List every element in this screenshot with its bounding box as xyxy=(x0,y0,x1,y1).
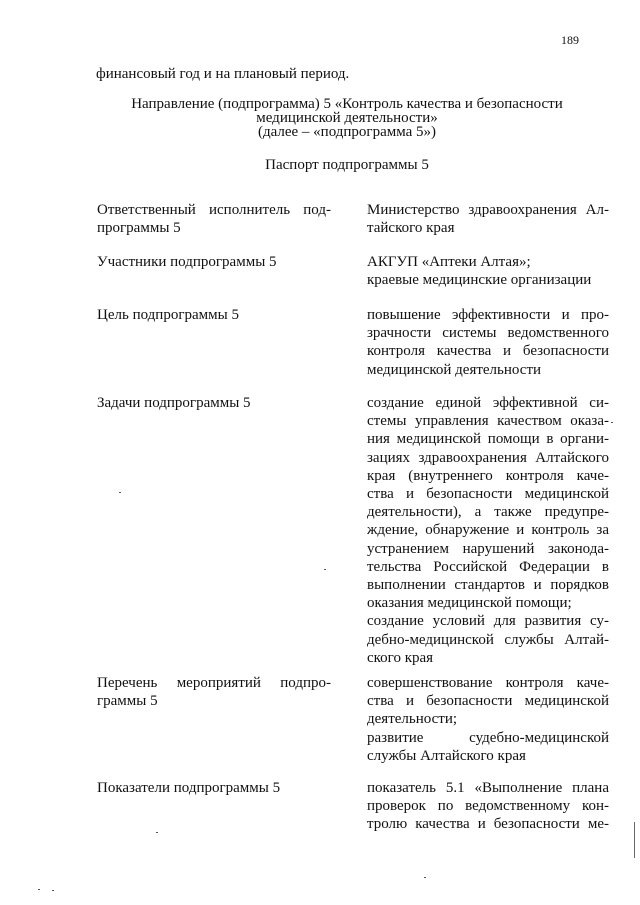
label-line: граммы 5 xyxy=(97,693,158,710)
value-line: Министерство здравоохранения Ал- xyxy=(367,202,609,218)
value-line: создание условий для развития су- xyxy=(367,613,609,630)
value-line: создание единой эффективной си- xyxy=(367,395,609,411)
value-line: ства и безопасности медицинской xyxy=(367,693,609,710)
value-line: ния медицинской помощи в органи- xyxy=(367,431,609,448)
scan-speck xyxy=(38,889,40,890)
row-value xyxy=(367,306,609,379)
value-line: оказания медицинской помощи; xyxy=(367,595,572,612)
scan-edge-mark xyxy=(634,822,635,858)
value-line: ского края xyxy=(367,649,434,666)
value-line: деятельности; xyxy=(367,711,458,728)
heading-line-1: Направление (подпрограмма) 5 «Контроль качества и безопасности xyxy=(131,96,563,112)
value-line: дебно-медицинской службы Алтай- xyxy=(367,631,609,648)
heading-line-3: (далее – «подпрограмма 5») xyxy=(257,124,437,140)
value-line: совершенствование контроля каче- xyxy=(367,675,609,691)
value-line: края (внутреннего контроля каче- xyxy=(367,467,609,484)
row-value xyxy=(367,253,609,289)
value-line: ждение, обнаружение и контроль за xyxy=(367,522,609,539)
label-line: Перечень мероприятий подпро- xyxy=(97,675,331,691)
value-line: проверок по ведомственному кон- xyxy=(367,798,609,815)
row-label xyxy=(97,306,331,324)
label-line: программы 5 xyxy=(97,220,181,237)
value-line: тельства Российской Федерации в xyxy=(367,558,609,575)
value-line: стемы управления качеством оказа- xyxy=(367,413,609,430)
row-value xyxy=(367,394,609,667)
scan-speck xyxy=(156,832,158,833)
value-line: тролю качества и безопасности ме- xyxy=(367,816,609,833)
label-line: Задачи подпрограммы 5 xyxy=(97,395,251,411)
row-label xyxy=(97,674,331,710)
row-value xyxy=(367,779,609,834)
page-number: 189 xyxy=(561,33,579,47)
value-line: показатель 5.1 «Выполнение плана xyxy=(367,780,609,796)
row-value xyxy=(367,201,609,237)
scan-speck xyxy=(119,492,121,493)
subprogram-heading xyxy=(60,97,634,139)
value-line: зрачности системы ведомственного xyxy=(367,325,609,342)
row-label xyxy=(97,201,331,237)
value-line: краевые медицинские организации xyxy=(367,272,592,289)
row-label xyxy=(97,253,331,271)
value-line: АКГУП «Аптеки Алтая»; xyxy=(367,254,531,270)
passport-title: Паспорт подпрограммы 5 xyxy=(265,157,429,173)
value-line: службы Алтайского края xyxy=(367,747,526,764)
value-line: развитие судебно-медицинской xyxy=(367,729,609,746)
value-line: медицинской деятельности xyxy=(367,361,542,378)
value-line: деятельности), а также предупре- xyxy=(367,504,609,521)
value-line: зациях здравоохранения Алтайского xyxy=(367,449,609,466)
scan-speck xyxy=(52,890,54,891)
scan-speck xyxy=(324,569,326,570)
scan-speck xyxy=(424,877,426,878)
label-line: Цель подпрограммы 5 xyxy=(97,307,239,323)
value-line: ства и безопасности медицинской xyxy=(367,486,609,503)
value-line: повышение эффективности и про- xyxy=(367,307,609,323)
label-line: Участники подпрограммы 5 xyxy=(97,254,277,270)
heading-line-2: медицинской деятельности» xyxy=(256,110,438,126)
row-value xyxy=(367,674,609,765)
scan-speck xyxy=(611,422,613,423)
row-label xyxy=(97,394,331,412)
row-label xyxy=(97,779,331,797)
label-line: Ответственный исполнитель под- xyxy=(97,202,331,218)
value-line: устранением нарушений законода- xyxy=(367,540,609,557)
value-line: выполнении стандартов и порядков xyxy=(367,577,609,594)
continuation-text: финансовый год и на плановый период. xyxy=(96,66,350,82)
value-line: тайского края xyxy=(367,220,455,237)
value-line: контроля качества и безопасности xyxy=(367,343,609,360)
label-line: Показатели подпрограммы 5 xyxy=(97,780,281,796)
